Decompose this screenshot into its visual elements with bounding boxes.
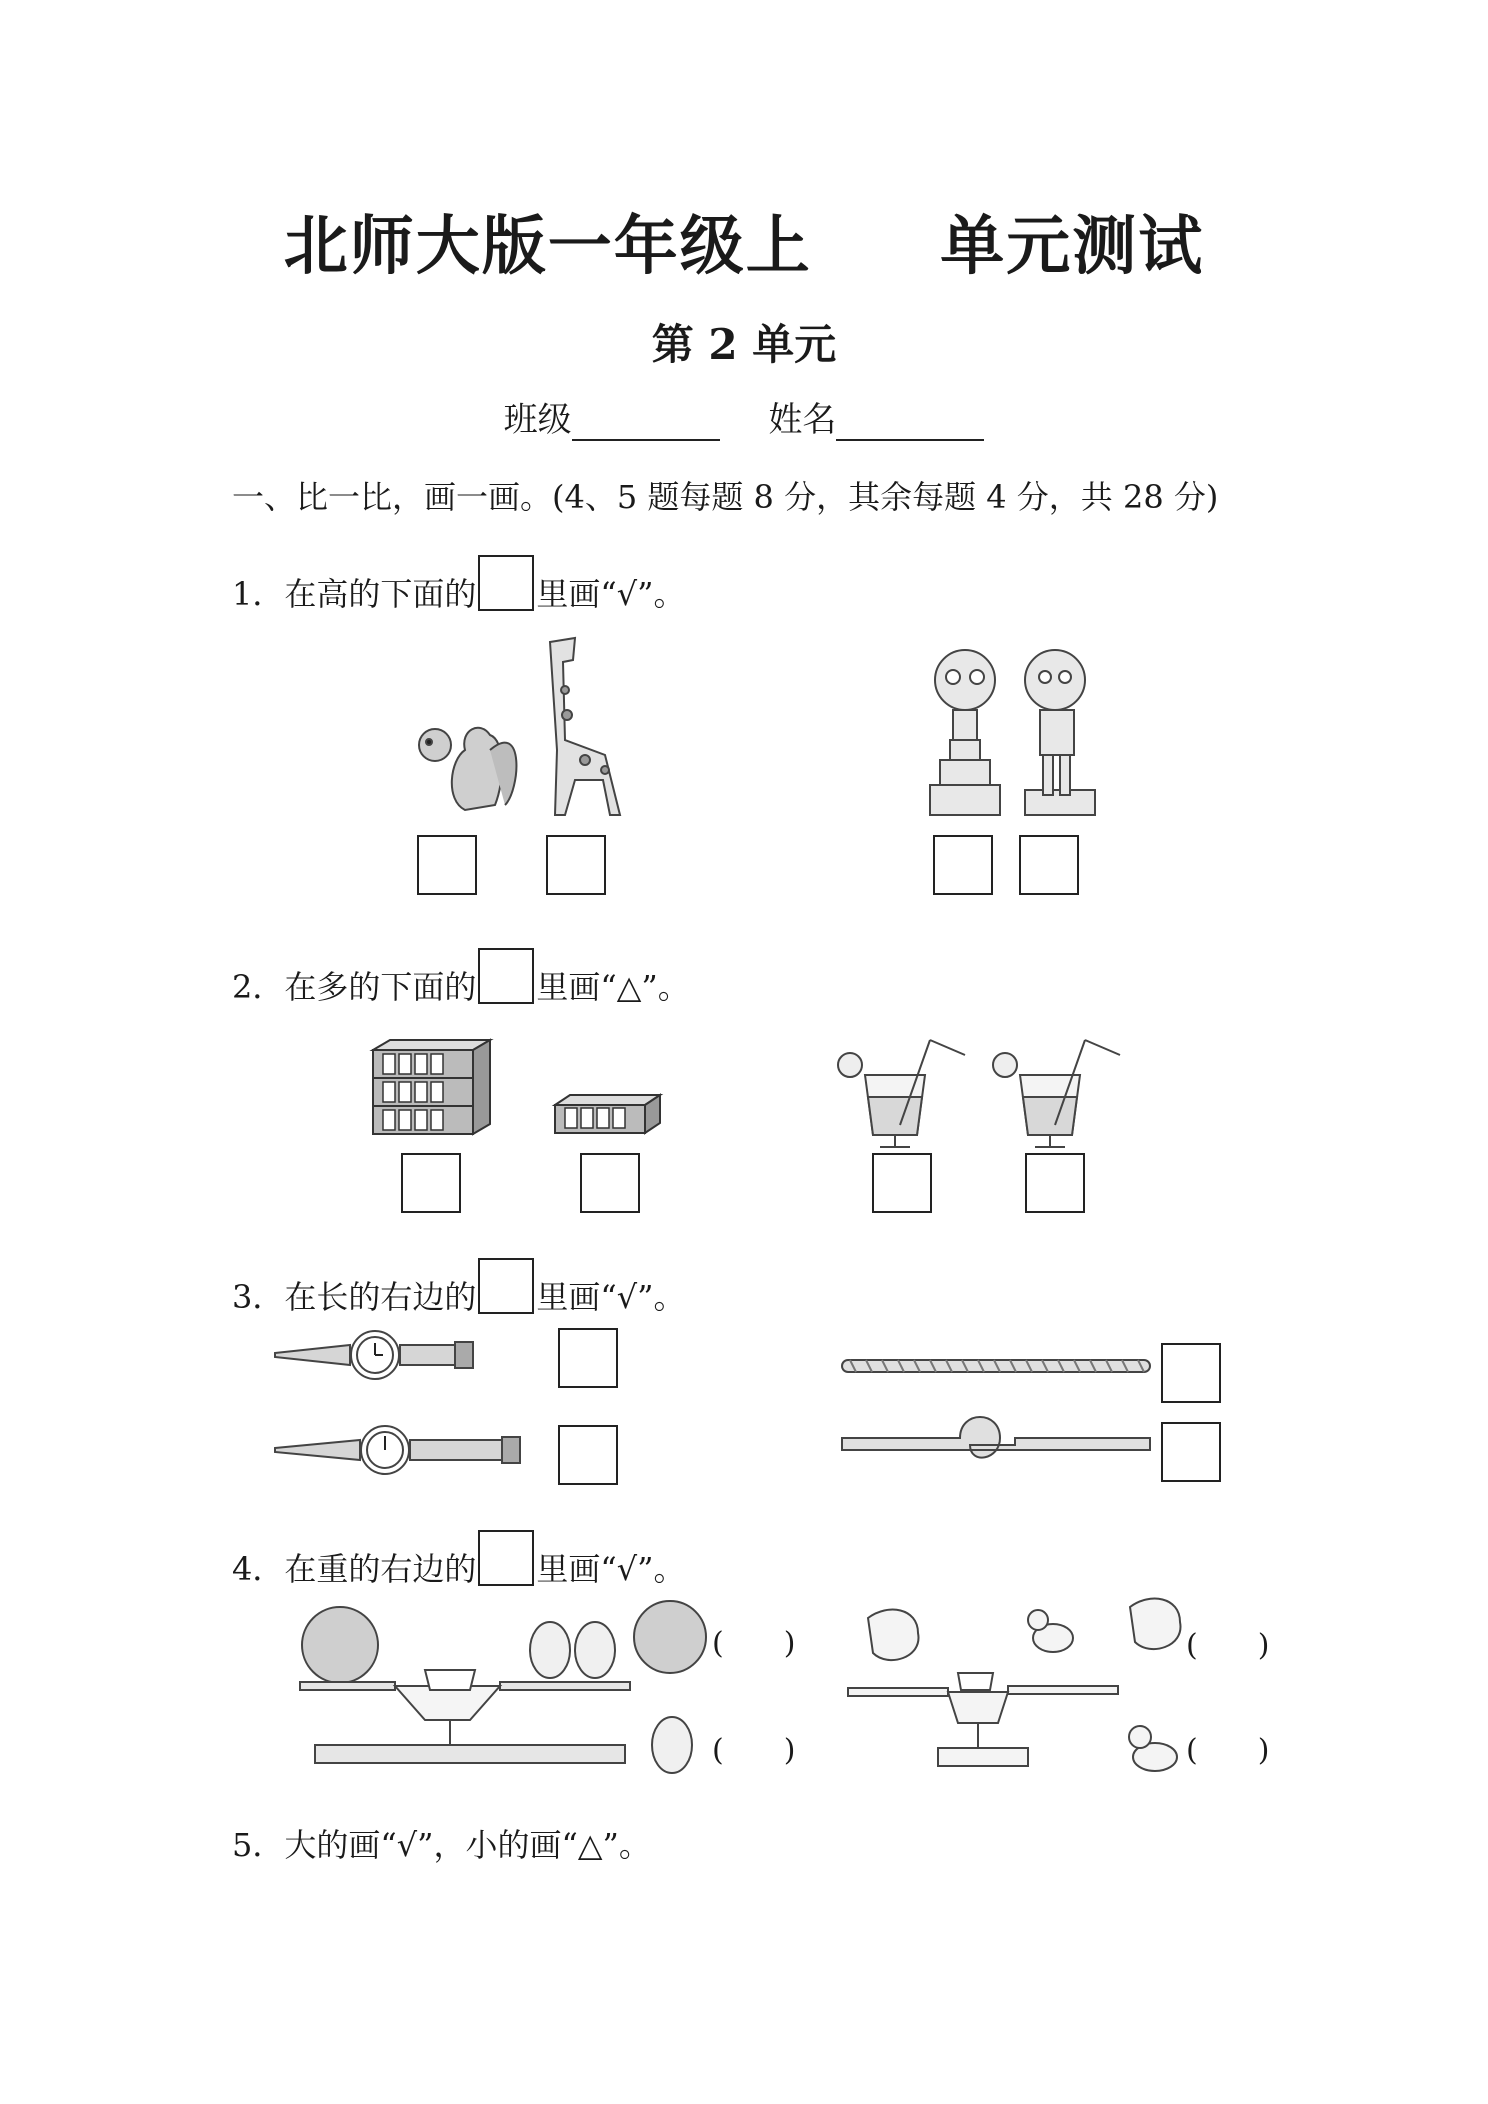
class-label: 班级 — [503, 400, 572, 440]
question-2: 2．在多的下面的 里画“△”。 — [232, 948, 690, 1008]
watermelon-pineapple-options-image — [632, 1595, 722, 1785]
answer-paren[interactable]: ( ) — [1186, 1733, 1270, 1768]
class-blank[interactable] — [572, 403, 720, 441]
title-left: 北师大版一年级上 — [283, 210, 812, 284]
question-4: 4．在重的右边的 里画“√”。 — [232, 1530, 686, 1590]
answer-box[interactable] — [558, 1328, 618, 1388]
inline-box-icon — [478, 948, 534, 1004]
name-label: 姓名 — [768, 400, 837, 440]
answer-paren[interactable]: ( ) — [1186, 1628, 1270, 1663]
answer-box[interactable] — [1161, 1422, 1221, 1482]
squirrel-giraffe-image — [405, 630, 645, 820]
answer-box[interactable] — [1161, 1343, 1221, 1403]
kids-on-blocks-image — [925, 635, 1105, 825]
answer-box[interactable] — [1025, 1153, 1085, 1213]
inline-box-icon — [478, 1258, 534, 1314]
question-1: 1．在高的下面的 里画“√”。 — [232, 555, 686, 615]
name-blank[interactable] — [836, 403, 984, 441]
answer-box[interactable] — [580, 1153, 640, 1213]
question-5: 5．大的画“√”，小的画“△”。 — [232, 1826, 651, 1864]
name-row — [0, 392, 1488, 441]
page-title — [0, 195, 1488, 287]
inline-box-icon — [478, 555, 534, 611]
dog-duck-scale-image — [848, 1598, 1118, 1778]
unit-subtitle: 第 2 单元 — [651, 320, 837, 369]
book-racks-image — [365, 1040, 685, 1140]
section-heading: 一、比一比，画一画。(4、5 题每题 8 分，其余每题 4 分，共 28 分) — [232, 478, 1219, 516]
juice-glasses-image — [835, 1035, 1135, 1155]
answer-box[interactable] — [401, 1153, 461, 1213]
title-right: 单元测试 — [940, 210, 1205, 284]
inline-box-icon — [478, 1530, 534, 1586]
answer-box[interactable] — [417, 835, 477, 895]
question-3: 3．在长的右边的 里画“√”。 — [232, 1258, 686, 1318]
ropes-image — [840, 1350, 1160, 1460]
answer-box[interactable] — [546, 835, 606, 895]
answer-paren[interactable]: ( ) — [712, 1626, 796, 1661]
dog-duck-options-image — [1115, 1592, 1195, 1782]
answer-box[interactable] — [933, 835, 993, 895]
answer-box[interactable] — [1019, 835, 1079, 895]
answer-box[interactable] — [872, 1153, 932, 1213]
answer-box[interactable] — [558, 1425, 618, 1485]
watches-image — [270, 1325, 540, 1485]
answer-paren[interactable]: ( ) — [712, 1733, 796, 1768]
